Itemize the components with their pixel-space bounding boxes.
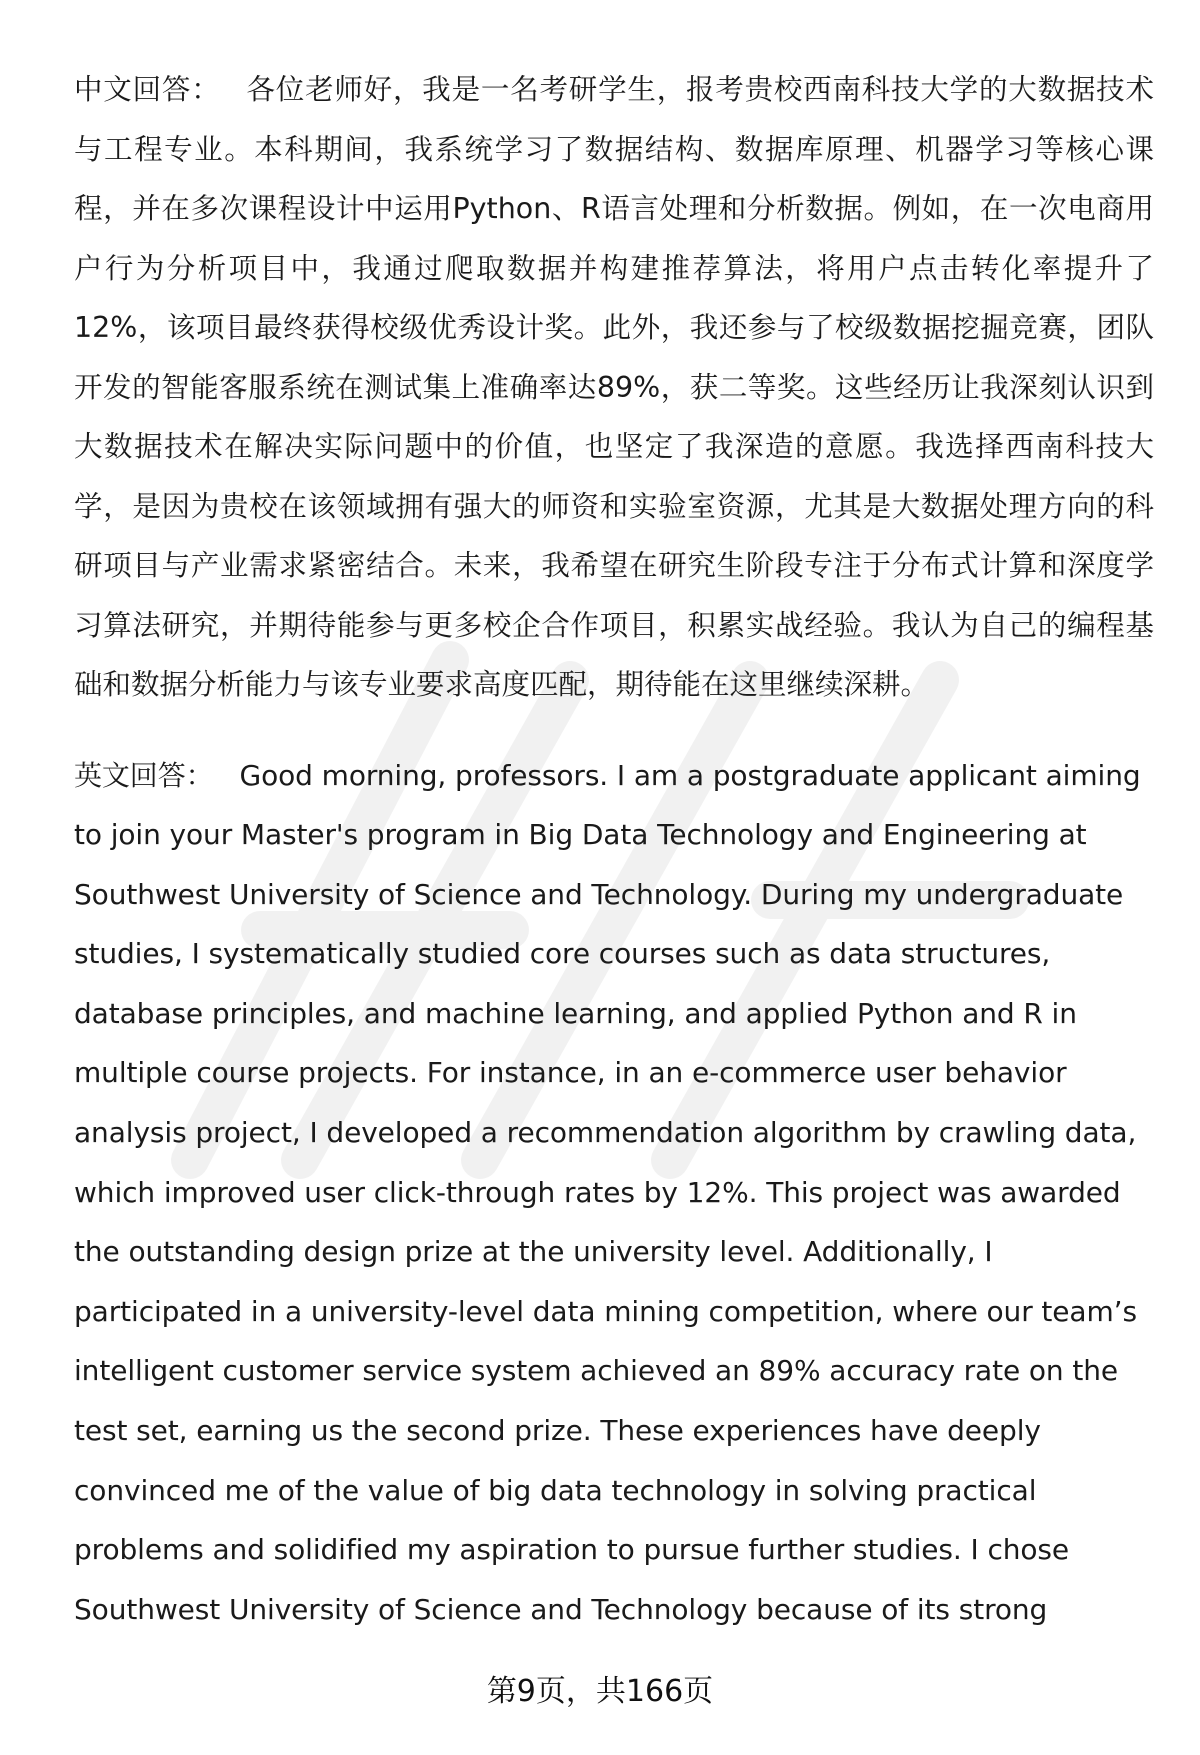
document-body — [74, 60, 1154, 1639]
english-answer-label: 英文回答： — [74, 758, 214, 792]
page-number: 第9页，共166页 — [486, 1674, 714, 1709]
chinese-answer-label: 中文回答： — [74, 73, 221, 106]
english-answer-paragraph — [74, 746, 1154, 1640]
english-answer-text: Good morning, professors. I am a postgraduate applicant aiming to join your Master's program in Big Data Technology and Engineering at Southwest University of Science and Technology. During my undergraduate studies, I systematically studied core courses such as data structures, database principles, and machine learning, and applied Python and R in multiple course projects. For instance, in an e-commerce user behavior analysis project, I developed a recommendation algorithm by crawling data, which improved user click-through rates by 12%. This project was awarded the outstanding design prize at the university level. Additionally, I participated in a university-level data mining competition, where our team’s intelligent customer service system achieved an 89% accuracy rate on the test set, earning us the second prize. These experiences have deeply convinced me of the value of big data technology in solving practical problems and solidified my aspiration to pursue further studies. I chose Southwest University of Science and Technology because of its strong — [74, 758, 1141, 1626]
paragraph-gap — [74, 715, 1154, 746]
chinese-answer-paragraph — [74, 60, 1154, 715]
chinese-answer-text: 各位老师好，我是一名考研学生，报考贵校西南科技大学的大数据技术与工程专业。本科期间，我系统学习了数据结构、数据库原理、机器学习等核心课程，并在多次课程设计中运用Python、R语言处理和分析数据。例如，在一次电商用户行为分析项目中，我通过爬取数据并构建推荐算法，将用户点击转化率提升了12%，该项目最终获得校级优秀设计奖。此外，我还参与了校级数据挖掘竞赛，团队开发的智能客服系统在测试集上准确率达89%，获二等奖。这些经历让我深刻认识到大数据技术在解决实际问题中的价值，也坚定了我深造的意愿。我选择西南科技大学，是因为贵校在该领域拥有强大的师资和实验室资源，尤其是大数据处理方向的科研项目与产业需求紧密结合。未来，我希望在研究生阶段专注于分布式计算和深度学习算法研究，并期待能参与更多校企合作项目，积累实战经验。我认为自己的编程基础和数据分析能力与该专业要求高度匹配，期待能在这里继续深耕。 — [74, 73, 1154, 701]
